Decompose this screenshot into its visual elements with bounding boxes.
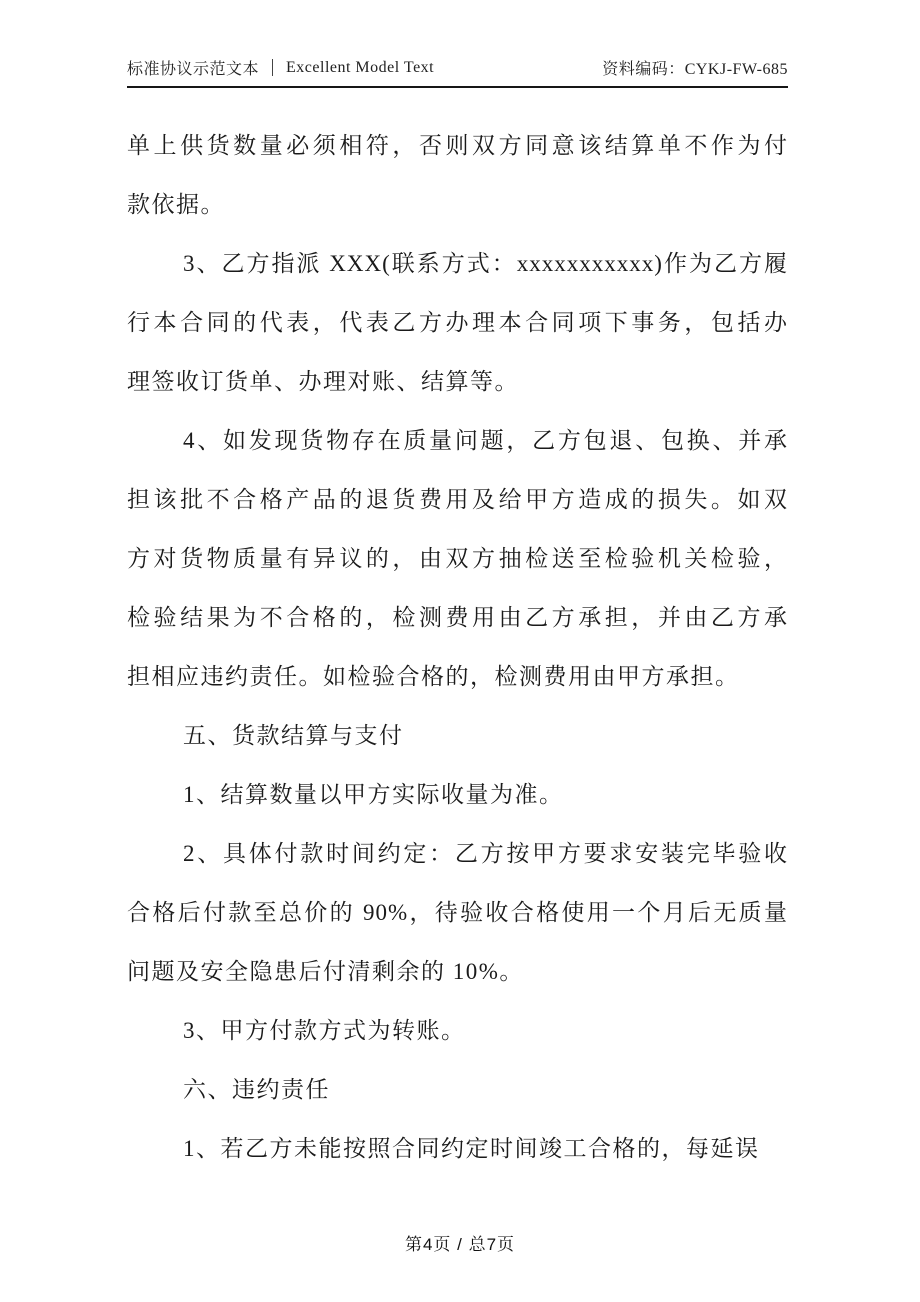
paragraph xyxy=(127,234,788,411)
header-rule xyxy=(127,86,788,88)
paragraph xyxy=(127,765,788,824)
paragraph xyxy=(127,1001,788,1060)
text-line: 检验结果为不合格的，检测费用由乙方承担，并由乙方承 xyxy=(127,605,788,630)
text-line: 理签收订货单、办理对账、结算等。 xyxy=(127,369,519,394)
header-title-cn: 标准协议示范文本 xyxy=(127,61,260,78)
page-indicator: 第4页 / 总7页 xyxy=(404,1235,516,1254)
document-body xyxy=(127,116,788,1178)
section-heading xyxy=(127,1060,788,1119)
text-line: 方对货物质量有异议的，由双方抽检送至检验机关检验， xyxy=(127,546,788,571)
text-line: 六、违约责任 xyxy=(183,1077,330,1102)
text-line: 担相应违约责任。如检验合格的，检测费用由甲方承担。 xyxy=(127,664,740,689)
text-line: 合格后付款至总价的 90%，待验收合格使用一个月后无质量 xyxy=(127,900,788,925)
text-line: 2、具体付款时间约定：乙方按甲方要求安装完毕验收 xyxy=(183,841,788,866)
text-line: 行本合同的代表，代表乙方办理本合同项下事务，包括办 xyxy=(127,310,788,335)
text-line: 1、若乙方未能按照合同约定时间竣工合格的，每延误 xyxy=(183,1136,760,1161)
text-line: 单上供货数量必须相符，否则双方同意该结算单不作为付 xyxy=(127,133,788,158)
paragraph xyxy=(127,116,788,234)
text-line: 1、结算数量以甲方实际收量为准。 xyxy=(183,782,564,807)
text-line: 款依据。 xyxy=(127,192,225,217)
header-left xyxy=(127,56,434,79)
paragraph xyxy=(127,1119,788,1178)
section-heading xyxy=(127,706,788,765)
text-line: 五、货款结算与支付 xyxy=(183,723,404,748)
header-divider xyxy=(272,59,273,76)
page-header xyxy=(127,56,788,79)
text-line: 3、甲方付款方式为转账。 xyxy=(183,1018,466,1043)
header-doc-code: 资料编码：CYKJ-FW-685 xyxy=(602,61,788,78)
text-line: 担该批不合格产品的退货费用及给甲方造成的损失。如双 xyxy=(127,487,788,512)
page-footer xyxy=(0,1233,920,1257)
header-title-en: Excellent Model Text xyxy=(286,58,435,76)
text-line: 3、乙方指派 XXX(联系方式：xxxxxxxxxxx)作为乙方履 xyxy=(183,251,788,276)
paragraph xyxy=(127,824,788,1001)
text-line: 问题及安全隐患后付清剩余的 10%。 xyxy=(127,959,524,984)
text-line: 4、如发现货物存在质量问题，乙方包退、包换、并承 xyxy=(183,428,788,453)
paragraph xyxy=(127,411,788,706)
